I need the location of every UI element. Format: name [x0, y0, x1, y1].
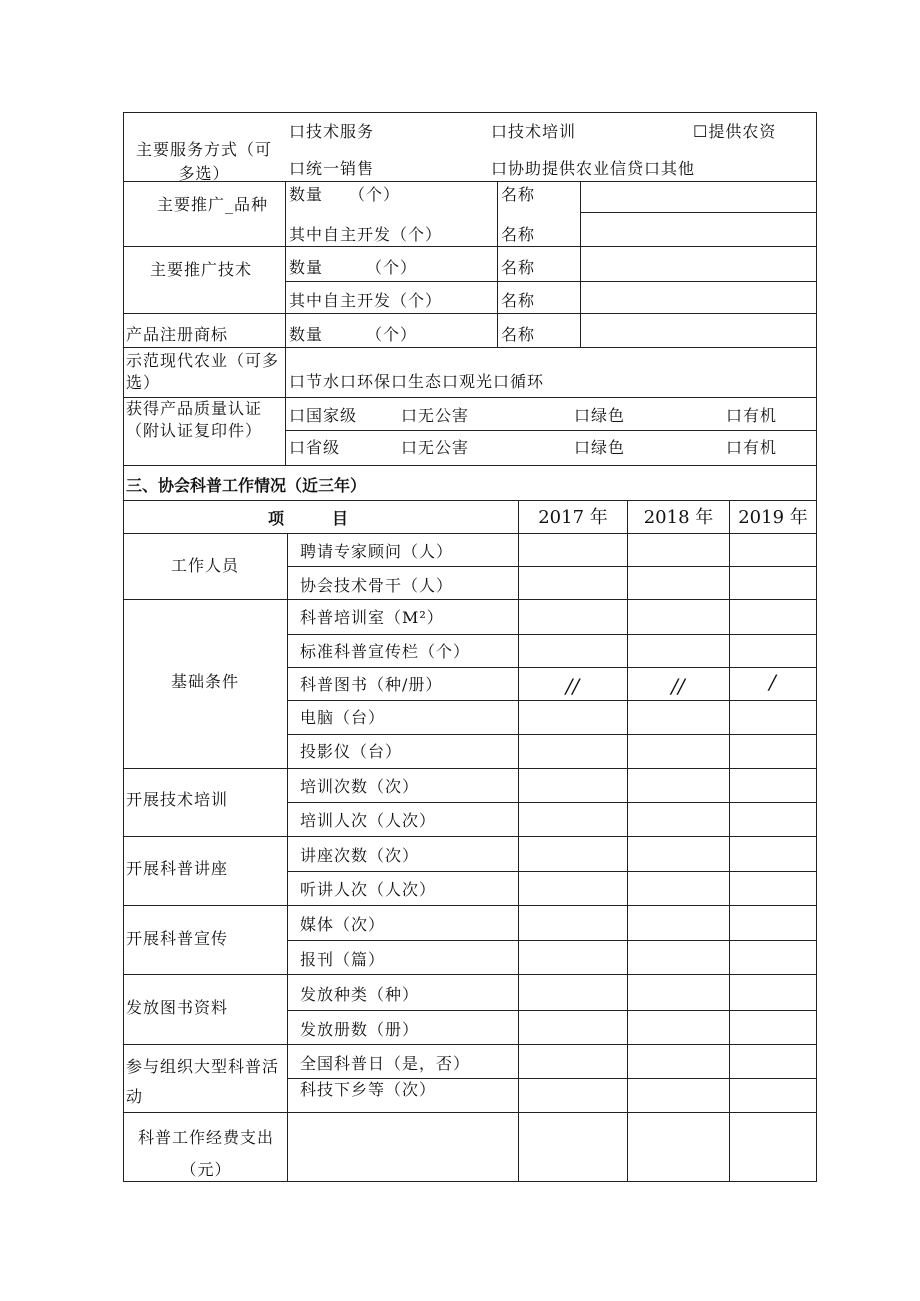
service-label: 主要服务方式（可多选）	[135, 140, 272, 183]
technologies-label: 主要推广技术	[150, 260, 253, 279]
rule	[729, 500, 730, 1182]
group-label-infrastructure: 基础条件	[170, 672, 239, 691]
cert-organic-2[interactable]: 口有机	[726, 438, 778, 457]
group-label-tech-training: 开展技术培训	[126, 790, 229, 809]
rule	[285, 281, 817, 282]
rule	[287, 802, 817, 803]
item-header: 项 目	[268, 509, 349, 528]
varieties-label: 主要推广_品种	[157, 195, 269, 214]
rule	[123, 347, 817, 348]
service-option-supply[interactable]: ☐提供农资	[693, 122, 777, 141]
item-label: 全国科普日（是，否）	[300, 1054, 471, 1073]
rule	[123, 1044, 817, 1045]
rule	[123, 313, 817, 314]
item-label: 聘请专家顾问（人）	[300, 542, 454, 561]
rule	[287, 634, 817, 635]
rule	[287, 566, 817, 567]
cert-provincial[interactable]: 口省级	[289, 438, 341, 457]
service-option-unified-sales[interactable]: 口统一销售	[289, 159, 375, 178]
rule	[285, 430, 817, 431]
trademark-label: 产品注册商标	[126, 325, 229, 344]
item-label: 发放种类（种）	[300, 985, 420, 1004]
cert-organic-1[interactable]: 口有机	[726, 406, 778, 425]
rule	[580, 212, 817, 213]
group-label-lectures: 开展科普讲座	[126, 859, 229, 878]
year-2019-header: 2019 年	[738, 507, 808, 528]
expense-label: 科普工作经费支出（元）	[137, 1128, 274, 1179]
item-label: 报刊（篇）	[300, 950, 386, 969]
cert-national[interactable]: 口国家级	[289, 406, 358, 425]
rule	[123, 1112, 817, 1113]
year-2018-header: 2018 年	[643, 507, 714, 528]
technologies-own-name-label: 名称	[501, 291, 536, 310]
item-label: 电脑（台）	[300, 708, 386, 727]
trademark-count-label: 数量 （个）	[289, 325, 418, 344]
rule	[123, 836, 817, 837]
item-label: 媒体（次）	[300, 915, 386, 934]
section-title: 三、协会科普工作情况（近三年）	[126, 476, 367, 495]
rule	[287, 871, 817, 872]
varieties-own-name-label: 名称	[501, 225, 536, 244]
rule	[285, 181, 286, 465]
rule	[518, 500, 519, 1182]
item-label: 投影仪（台）	[300, 742, 403, 761]
rule	[123, 533, 817, 534]
item-label: 培训人次（人次）	[300, 811, 437, 830]
certification-label: 获得产品质量认证（附认证复印件）	[126, 399, 263, 440]
trademark-name-label: 名称	[501, 325, 536, 344]
rule	[497, 181, 498, 347]
varieties-name-label: 名称	[501, 185, 536, 204]
item-label: 协会技术骨干（人）	[300, 576, 454, 595]
rule	[627, 500, 628, 1182]
service-option-credit-other[interactable]: 口协助提供农业信贷口其他	[491, 159, 696, 178]
rule	[123, 500, 817, 501]
technologies-own-label: 其中自主开发（个）	[289, 291, 443, 310]
rule	[287, 667, 817, 668]
rule	[287, 940, 817, 941]
rule	[123, 112, 817, 113]
varieties-count-label: 数量 （个）	[289, 185, 401, 204]
year-2017-header: 2017 年	[538, 507, 608, 528]
item-label: 听讲人次（人次）	[300, 880, 437, 899]
item-label: 培训次数（次）	[300, 777, 420, 796]
rule	[123, 905, 817, 906]
group-label-materials: 发放图书资料	[126, 998, 229, 1017]
service-option-tech-service[interactable]: 口技术服务	[289, 122, 375, 141]
item-label: 发放册数（册）	[300, 1020, 420, 1039]
rule	[287, 533, 288, 1182]
rule	[816, 112, 817, 1182]
rule	[123, 112, 124, 1182]
rule	[287, 734, 817, 735]
cert-green-2[interactable]: 口绿色	[574, 438, 626, 457]
slash-mark: //	[671, 674, 685, 698]
technologies-name-label: 名称	[501, 258, 536, 277]
rule	[123, 599, 817, 600]
modern-agri-options[interactable]: 口节水口环保口生态口观光口循环	[289, 372, 545, 391]
rule	[123, 974, 817, 975]
slash-mark: //	[565, 674, 580, 698]
item-label: 讲座次数（次）	[300, 846, 420, 865]
slash-mark: /	[769, 670, 776, 694]
technologies-count-label: 数量 （个）	[289, 258, 418, 277]
group-label-publicity: 开展科普宣传	[126, 929, 229, 948]
rule	[287, 1078, 817, 1079]
modern-agri-label: 示范现代农业（可多选）	[126, 351, 280, 392]
cert-green-1[interactable]: 口绿色	[574, 406, 626, 425]
item-label: 科技下乡等（次）	[300, 1080, 437, 1099]
rule	[123, 246, 817, 247]
cert-pollution-free-1[interactable]: 口无公害	[401, 406, 470, 425]
rule	[580, 181, 581, 347]
rule	[123, 768, 817, 769]
item-label: 标准科普宣传栏（个）	[300, 642, 471, 661]
group-label-events: 参与组织大型科普活动	[126, 1057, 280, 1106]
rule	[287, 700, 817, 701]
rule	[287, 1010, 817, 1011]
service-option-tech-training[interactable]: 口技术培训	[491, 122, 577, 141]
rule	[123, 465, 817, 466]
cert-pollution-free-2[interactable]: 口无公害	[401, 438, 470, 457]
item-label: 科普图书（种/册）	[300, 675, 443, 694]
group-label-staff: 工作人员	[170, 556, 239, 575]
item-label: 科普培训室（M²）	[300, 608, 444, 627]
varieties-own-label: 其中自主开发（个）	[289, 225, 443, 244]
